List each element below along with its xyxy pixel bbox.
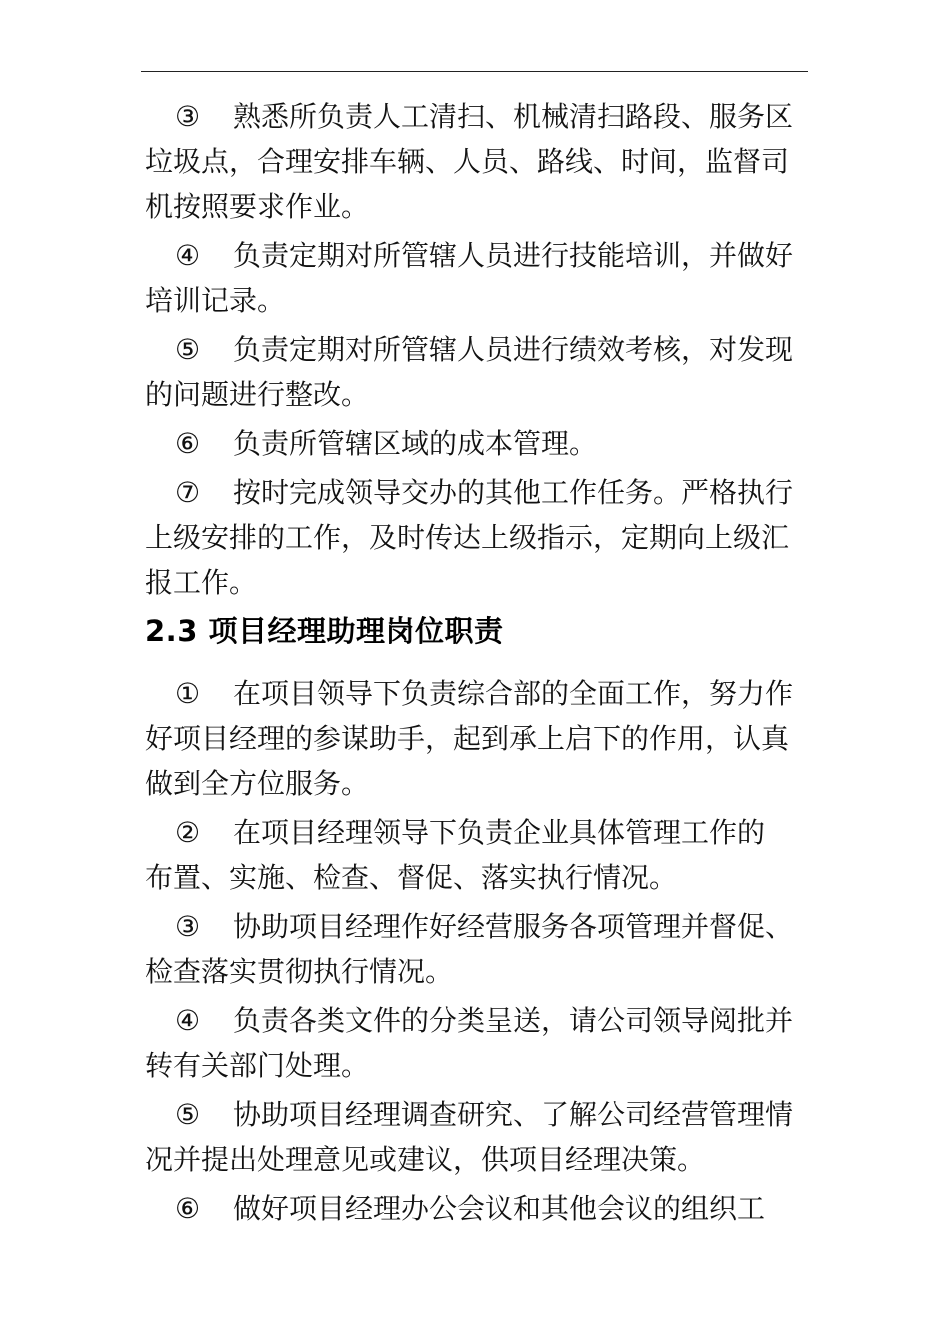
- duty-item-first-line: [145, 233, 807, 278]
- duty-item-text: 在项目经理领导下负责企业具体管理工作的: [233, 816, 766, 849]
- duty-item: [145, 904, 807, 994]
- duty-item-first-line: [145, 470, 807, 515]
- duty-item-text: 做好项目经理办公会议和其他会议的组织工: [233, 1192, 766, 1225]
- duty-item: [145, 1186, 807, 1231]
- duty-item-text: 培训记录。: [145, 284, 286, 317]
- duty-item-text: 检查落实贯彻执行情况。: [145, 955, 454, 988]
- duty-item-number: ①: [175, 677, 201, 710]
- duties-list-2: [145, 671, 807, 1231]
- duty-item: [145, 94, 807, 229]
- duty-item-line: [145, 560, 807, 605]
- duty-item-text: 负责各类文件的分类呈送，请公司领导阅批并: [233, 1004, 794, 1037]
- duty-item-text: 负责定期对所管辖人员进行技能培训，并做好: [233, 239, 794, 272]
- duty-item-first-line: [145, 1092, 807, 1137]
- duty-item-number: ③: [175, 100, 201, 133]
- duty-item-first-line: [145, 810, 807, 855]
- duties-list-1: [145, 94, 807, 605]
- duty-item-first-line: [145, 94, 807, 139]
- duty-item: [145, 327, 807, 417]
- duty-item-number: ③: [175, 910, 201, 943]
- duty-item-line: [145, 716, 807, 761]
- duty-item-text: 做到全方位服务。: [145, 767, 370, 800]
- duty-item-text: 按时完成领导交办的其他工作任务。严格执行: [233, 476, 794, 509]
- duty-item-number: ⑥: [175, 1192, 201, 1225]
- duty-item-first-line: [145, 998, 807, 1043]
- duty-item-text: 的问题进行整改。: [145, 378, 370, 411]
- duty-item-text: 上级安排的工作，及时传达上级指示，定期向上级汇: [145, 521, 790, 554]
- duty-item-first-line: [145, 671, 807, 716]
- duty-item-first-line: [145, 904, 807, 949]
- duty-item-text: 熟悉所负责人工清扫、机械清扫路段、服务区: [233, 100, 794, 133]
- duty-item-line: [145, 278, 807, 323]
- duty-item-line: [145, 855, 807, 900]
- duty-item-number: ⑤: [175, 333, 201, 366]
- duty-item-text: 协助项目经理调查研究、了解公司经营管理情: [233, 1098, 794, 1131]
- duty-item: [145, 233, 807, 323]
- duty-item: [145, 1092, 807, 1182]
- duty-item-line: [145, 1043, 807, 1088]
- duty-item: [145, 470, 807, 605]
- duty-item-first-line: [145, 327, 807, 372]
- duty-item-line: [145, 372, 807, 417]
- duty-item-text: 协助项目经理作好经营服务各项管理并督促、: [233, 910, 794, 943]
- duty-item-number: ②: [175, 816, 201, 849]
- duty-item-text: 好项目经理的参谋助手，起到承上启下的作用，认真: [145, 722, 790, 755]
- duty-item-line: [145, 515, 807, 560]
- duty-item-text: 转有关部门处理。: [145, 1049, 370, 1082]
- document-body: [145, 94, 807, 1235]
- duty-item-number: ⑤: [175, 1098, 201, 1131]
- duty-item-line: [145, 949, 807, 994]
- duty-item-line: [145, 761, 807, 806]
- duty-item: [145, 421, 807, 466]
- section-heading: 2.3 项目经理助理岗位职责: [145, 614, 504, 648]
- duty-item: [145, 998, 807, 1088]
- duty-item-text: 负责定期对所管辖人员进行绩效考核，对发现: [233, 333, 794, 366]
- duty-item-number: ⑥: [175, 427, 201, 460]
- duty-item-first-line: [145, 1186, 807, 1231]
- duty-item-text: 在项目领导下负责综合部的全面工作，努力作: [233, 677, 794, 710]
- duty-item-text: 况并提出处理意见或建议，供项目经理决策。: [145, 1143, 706, 1176]
- duty-item-text: 垃圾点，合理安排车辆、人员、路线、时间，监督司: [145, 145, 790, 178]
- duty-item-number: ⑦: [175, 476, 201, 509]
- duty-item-first-line: [145, 421, 807, 466]
- duty-item-text: 布置、实施、检查、督促、落实执行情况。: [145, 861, 678, 894]
- duty-item-line: [145, 1137, 807, 1182]
- header-rule: [141, 71, 808, 72]
- duty-item: [145, 671, 807, 806]
- duty-item-line: [145, 184, 807, 229]
- duty-item-line: [145, 139, 807, 184]
- duty-item: [145, 810, 807, 900]
- duty-item-text: 报工作。: [145, 566, 258, 599]
- duty-item-number: ④: [175, 239, 201, 272]
- duty-item-text: 机按照要求作业。: [145, 190, 370, 223]
- duty-item-number: ④: [175, 1004, 201, 1037]
- duty-item-text: 负责所管辖区域的成本管理。: [233, 427, 598, 460]
